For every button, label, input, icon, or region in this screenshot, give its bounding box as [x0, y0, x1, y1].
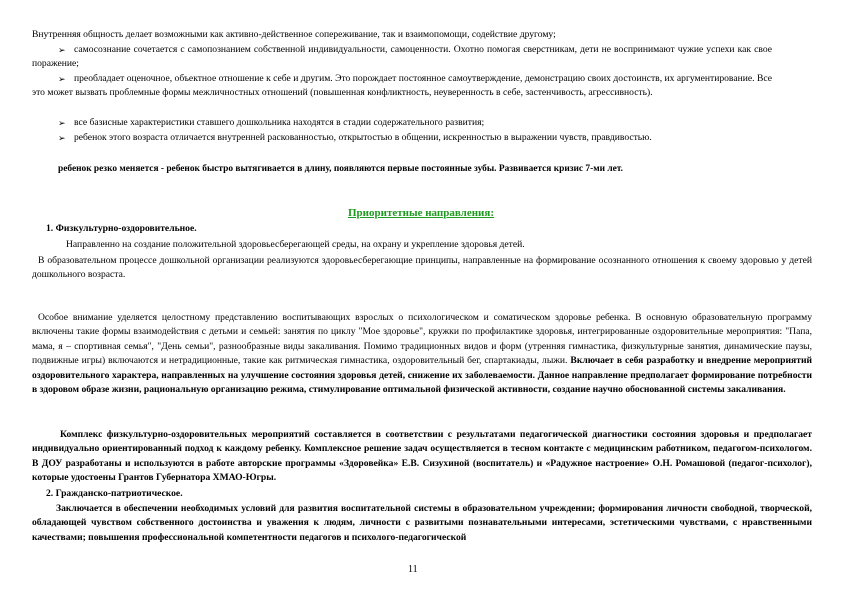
intro-paragraph: Внутренняя общность делает возможными как активно-действенное сопереживание, так и взаимопомощи, содействие другому; — [32, 29, 556, 40]
section-1-principles: В образовательном процессе дошкольной организации реализуются здоровьесберегающие принципы, направленные на формирование осознанного отношения к своему здоровью у детей дошкольного возраста. — [32, 255, 812, 281]
section-2-paragraph: Заключается в обеспечении необходимых условий для развития воспитательной системы в образовательном учреждении; формирования личности свободной, творческой, обладающей чувством собственного достоинства и уважения к людям, личности с развитыми познавательными интересами, эстетическими чувствами, с нравственными качествами; повышения профессиональной компетентности педагогов и психолого-педагогической — [32, 503, 812, 543]
section-1-complex: Комплекс физкультурно-оздоровительных мероприятий составляется в соответствии с результатами педагогической диагностики состояния здоровья и предполагает индивидуально ориентированный подход к каждому ребенку. Комплексное решение задач осуществляется в тесном контакте с медицинским работником, педагогом-психологом. В ДОУ разработаны и используются в работе авторские программы «Здоровейка» Е.В. Сизухиной (воспитатель) и «Радужное настроение» О.Н. Ромашовой (педагог-психолог), которые удостоены Грантов Губернатора ХМАО-Югры. — [32, 429, 812, 484]
priority-heading: Приоритетные направления: — [347, 207, 494, 219]
bullet-arrow-icon: ➢ — [58, 45, 66, 55]
health-forms-bold-text: Включает в себя разработку и внедрение мероприятий оздоровительного характера, направленных на улучшение состояния здоровья детей, снижение их заболеваемости. Данное направление предполагает формирование потребности в здоровом образе жизни, рациональную организацию режима, стимулирование оптимальной физической активности, создание научно обоснованной системы закаливания. — [32, 355, 813, 396]
bullet-item-3: все базисные характеристики ставшего дошкольника находятся в стадии содержательного развития; — [74, 117, 485, 128]
bullet-item-1: самосознание сочетается с самопознанием собственной индивидуальности, самоценности. Охотно помогая сверстникам, дети не воспринимают чужие успехи как свое поражение; — [32, 44, 772, 70]
crisis-note: ребенок резко меняется - ребенок быстро вытягивается в длину, появляются первые постоянные зубы. Развивается кризис 7-ми лет. — [58, 164, 624, 174]
section-2-title: 2. Гражданско-патриотическое. — [46, 488, 183, 499]
bullet-arrow-icon: ➢ — [58, 118, 66, 128]
section-1-title: 1. Физкультурно-оздоровительное. — [46, 223, 197, 234]
bullet-item-2: преобладает оценочное, объектное отношение к себе и другим. Это порождает постоянное самоутверждение, демонстрацию своих достоинств, их аргументирование. Все это может вызвать проблемные формы межличностных отношений (повышенная конфликтность, неуверенность в себе, застенчивость, агрессивность). — [32, 73, 772, 99]
bullet-item-4: ребенок этого возраста отличается внутренней раскованностью, открытостью в общении, искренностью в выражении чувств, правдивостью. — [74, 132, 652, 143]
page-number: 11 — [408, 564, 418, 575]
bullet-arrow-icon: ➢ — [58, 74, 66, 84]
bullet-arrow-icon: ➢ — [58, 133, 66, 143]
section-1-intro: Направленно на создание положительной здоровьесберегающей среды, на охрану и укрепление здоровья детей. — [66, 239, 525, 250]
section-1-health-forms — [32, 311, 812, 397]
health-forms-text: Особое внимание уделяется целостному представлению воспитывающих взрослых о психологическом и соматическом здоровье ребенка. В основную образовательную программу включены такие формы взаимодействия с детьми и семьей: занятия по циклу "Мое здоровье", кружки по профилактике здоровья, интегрированные оздоровительные мероприятия: "Папа, мама, я – спортивная семья", "День семьи", разнообразные виды закаливания. Помимо традиционных видов и форм (утренняя гимнастика, физкультурные занятия, динамические паузы, подвижные игры) включаются и нетрадиционные, такие как ритмическая гимнастика, оздоровительный бег, спартакиады, лыжи. — [32, 312, 812, 367]
